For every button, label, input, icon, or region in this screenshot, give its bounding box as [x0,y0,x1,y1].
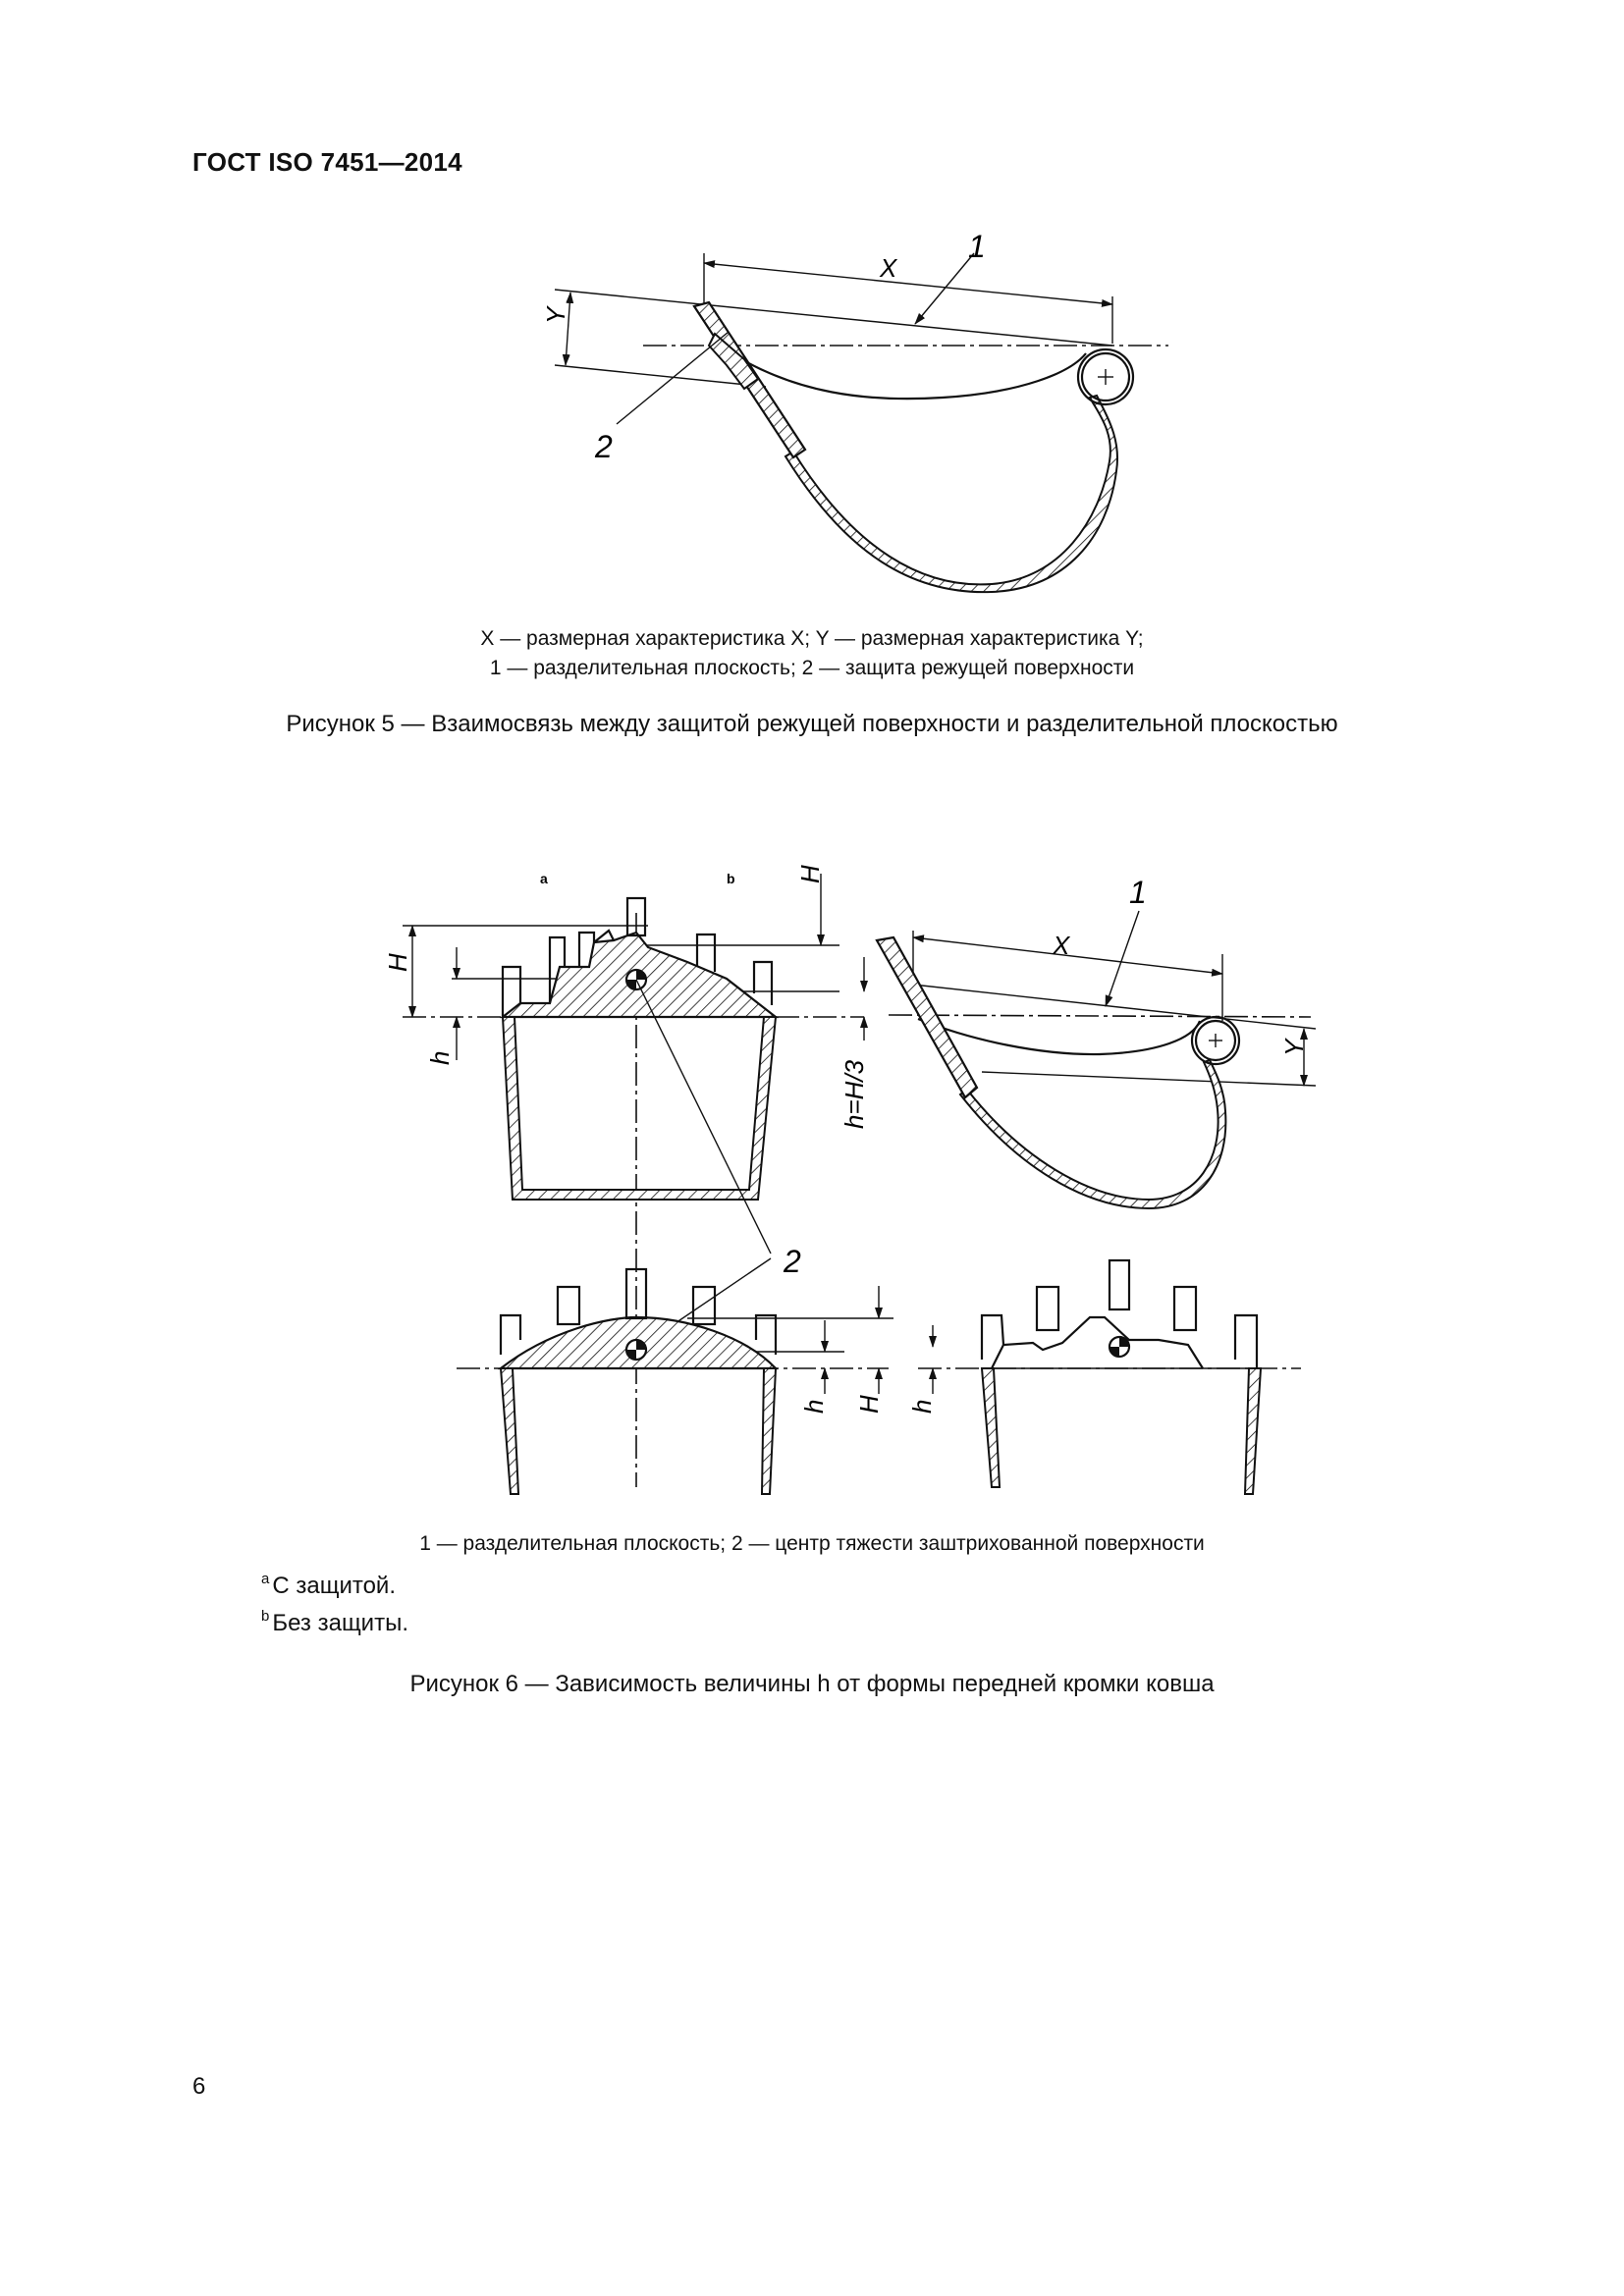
fig6-note-a-text: С защитой. [272,1573,396,1599]
fig6-lower-right-tooth-4 [1174,1287,1196,1330]
fig6-label-2: 2 [784,1244,801,1279]
fig5-legend-line1: X — размерная характеристика X; Y — размерная характеристика Y; [480,627,1144,650]
fig6-lower-tooth-1 [501,1315,520,1355]
fig6-lower-right-wall-left [982,1368,1000,1487]
fig6-label-h-left: h [425,1050,455,1065]
fig6-label-1: 1 [1129,875,1147,910]
fig6-label-H-left: H [383,953,412,972]
fig5-label-x: X [880,253,897,283]
fig6-label-H-lower: H [854,1395,884,1414]
fig6-label-H-right: H [795,865,825,883]
fig6-lower-right-tooth-5 [1235,1315,1257,1368]
fig6-lower-right-wall-right [1245,1368,1261,1494]
fig6-tooth-b2 [754,962,772,1005]
fig6-legend: 1 — разделительная плоскость; 2 — центр тяжести заштрихованной поверхности [419,1532,1205,1555]
fig6-parting-plane-right [889,1015,1311,1017]
fig5-legend-line2: 1 — разделительная плоскость; 2 — защита режущей поверхности [489,657,1135,679]
fig6-lower-wall-left [501,1368,518,1494]
document-header: ГОСТ ISO 7451—2014 [192,147,462,177]
fig5-label-y: Y [541,306,570,324]
fig6-label-h-lower-right: h [907,1399,937,1414]
fig6-label-h-lower: h [799,1399,829,1414]
fig6-label-h-eq: h=H/3 [839,1059,869,1129]
fig6-lower-tooth-2 [558,1287,579,1324]
fig5-label-2: 2 [595,429,613,464]
page-number: 6 [192,2073,206,2100]
fig6-note-a: a [540,871,548,886]
fig6-lower-wall-right [762,1368,776,1494]
fig6-label-x: X [1053,931,1070,960]
fig5-label-1: 1 [968,229,986,264]
fig6-y-extension-bottom [982,1072,1316,1086]
fig6-note-b-mark: b [261,1608,270,1625]
fig6-lower-tooth-5 [756,1315,776,1355]
fig6-lip-curve-right [918,1019,1200,1054]
fig5-caption: Рисунок 5 — Взаимосвязь между защитой режущей поверхности и разделительной плоскостью [286,711,1338,737]
fig6-bucket-body-left [503,1017,776,1200]
fig6-note-b-line [261,1608,408,1637]
fig6-leader-1 [1106,911,1139,1006]
fig6-note-b: b [727,871,735,886]
fig6-bucket-shell-right [960,1060,1225,1208]
fig6-note-a-mark: a [261,1571,270,1587]
fig6-edge-guard-right [877,937,977,1097]
fig6-caption: Рисунок 6 — Зависимость величины h от формы передней кромки ковша [409,1671,1215,1697]
fig6-label-y: Y [1279,1039,1309,1056]
fig6-note-a-line [261,1571,396,1600]
fig6-lower-right-tooth-3 [1110,1260,1129,1309]
fig6-lower-right-profile [992,1317,1203,1368]
fig6-note-b-text: Без защиты. [272,1610,408,1636]
fig6-leader-2a [636,980,771,1254]
fig6-y-extension-top [913,985,1316,1029]
fig6-lower-right-tooth-2 [1037,1287,1058,1330]
